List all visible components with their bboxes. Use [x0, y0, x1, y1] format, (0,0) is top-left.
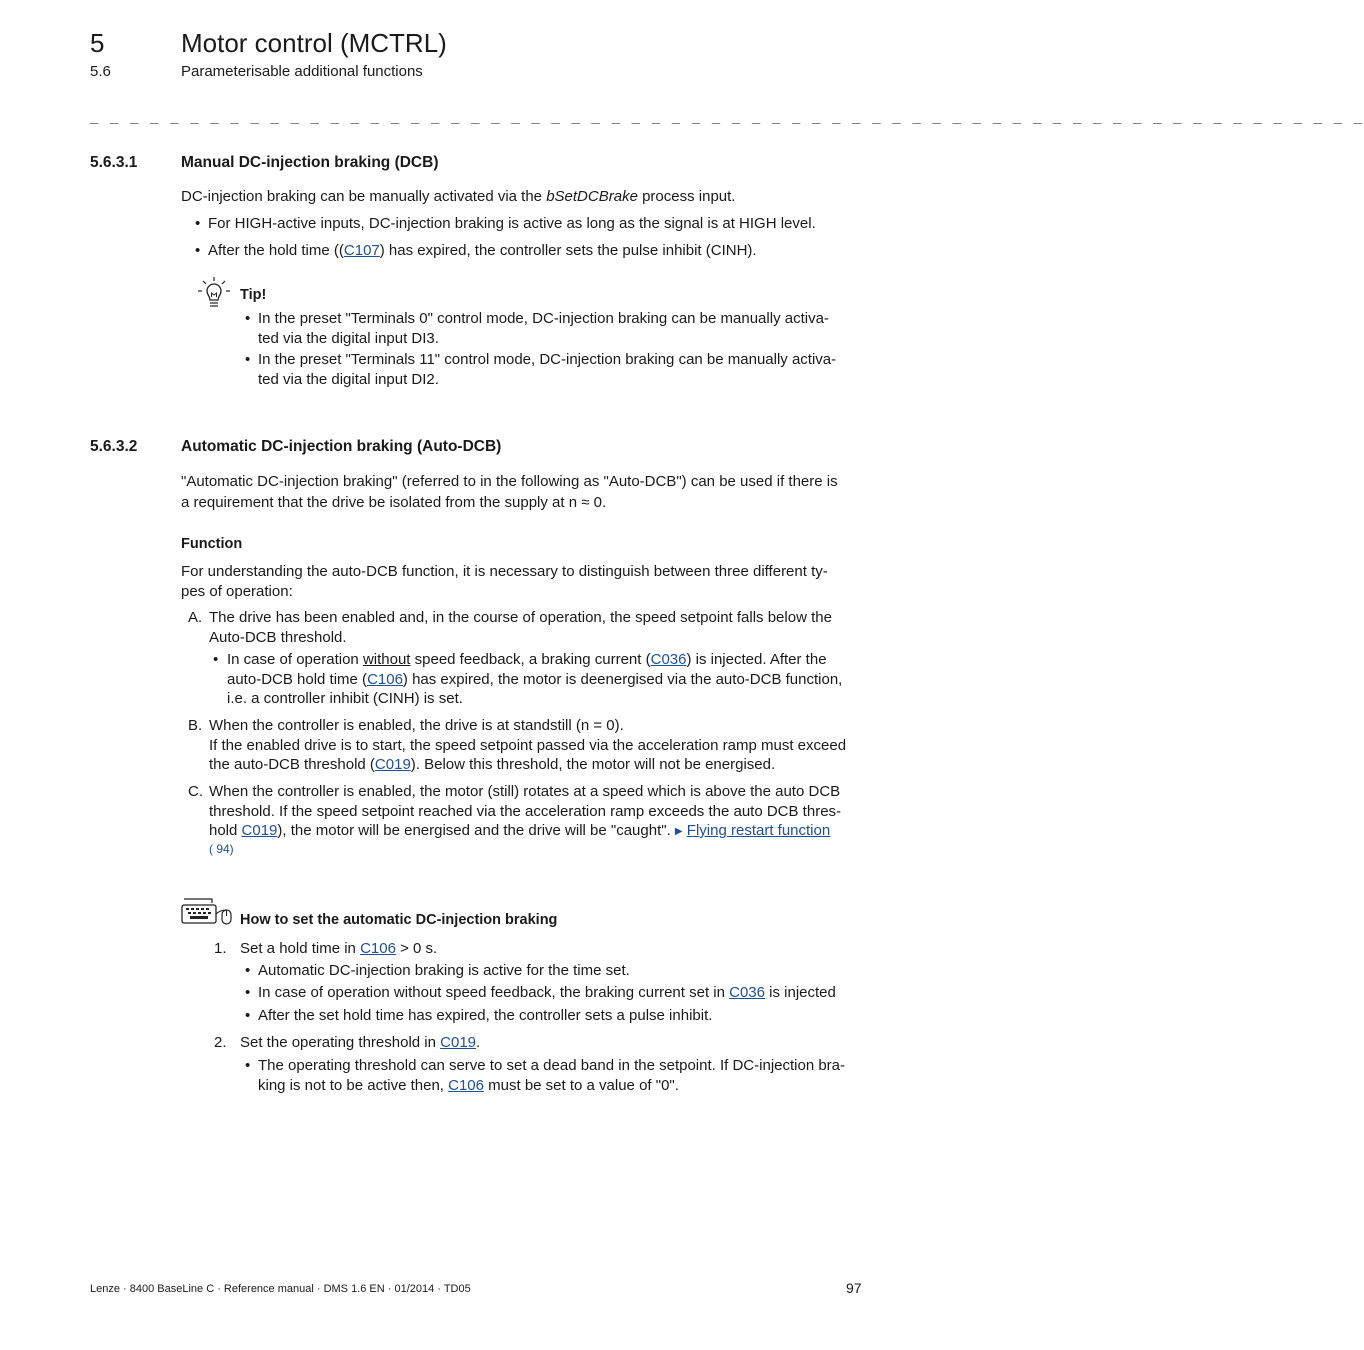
item-a-line-1: The drive has been enabled and, in the course of operation, the speed setpoint falls below the	[209, 609, 832, 626]
item-a-sub-bullet	[213, 650, 873, 710]
step-2-a: Set the operating threshold in	[240, 1034, 441, 1051]
item-c-line-2: threshold. If the speed setpoint reached via the acceleration ramp exceeds the auto DCB thres-	[209, 802, 842, 820]
tip-bullet-1-text	[258, 309, 829, 348]
step-1-bullet-2-b: is injected	[764, 984, 836, 1001]
tip-2-line-1: In the preset "Terminals 11" control mode, DC-injection braking can be manually activa-	[258, 351, 837, 368]
s1-bullet-1-text: For HIGH-active inputs, DC-injection braking is active as long as the signal is at HIGH level.	[208, 215, 816, 232]
item-b-letter: B.	[188, 717, 203, 734]
item-a-sub-l2b: ) has expired, the motor is deenergised via the auto-DCB function,	[402, 670, 843, 688]
tip-bullet-1	[245, 309, 875, 349]
step-1-bullet-1	[245, 961, 875, 981]
item-a-sub-l3: i.e. a controller inhibit (CINH) is set.	[227, 690, 463, 707]
item-c-text	[209, 782, 841, 842]
step-1-bullet-3	[245, 1006, 875, 1026]
bullet-dot: •	[245, 1057, 251, 1074]
step-2-bullet-line-2a: king is not to be active then,	[258, 1076, 449, 1094]
step-1-number: 1.	[214, 940, 227, 957]
item-a-sub-c: ) is injected. After the	[686, 651, 827, 668]
lightbulb-tip-icon	[196, 276, 232, 310]
s1-intro-text-b: process input.	[637, 188, 736, 205]
item-b-line-1: When the controller is enabled, the drive is at standstill (n = 0).	[209, 717, 624, 734]
step-2-b: .	[476, 1034, 481, 1051]
bullet-dot: •	[245, 984, 251, 1001]
chapter-number: 5	[90, 28, 105, 58]
s1-bullet-2	[195, 241, 875, 261]
step-2-bullet-line-1: The operating threshold can serve to set a dead band in the setpoint. If DC-injection bra-	[258, 1057, 846, 1074]
bullet-dot: •	[245, 1007, 251, 1024]
tip-bullet-2-text	[258, 350, 836, 389]
tip-bullet-2	[245, 350, 875, 390]
page-reference[interactable]: ( 94)	[209, 842, 234, 856]
func-line-1: For understanding the auto-DCB function, it is necessary to distinguish between three different ty-	[181, 563, 828, 580]
s1-intro-italic: bSetDCBrake	[546, 188, 638, 205]
tip-label: Tip!	[240, 287, 267, 303]
step-1-bullet-2-text	[258, 983, 836, 1003]
item-c-line-1: When the controller is enabled, the motor (still) rotates at a speed which is above the auto DCB	[209, 783, 841, 800]
s2-intro	[181, 471, 865, 513]
step-1-bullet-2-a: In case of operation without speed feedback, the braking current set in	[258, 984, 730, 1001]
item-b-text	[209, 716, 846, 775]
item-c-line-3b: ), the motor will be energised and the drive will be "caught".	[277, 822, 675, 839]
item-b-line-3b: ). Below this threshold, the motor will not be energised.	[410, 756, 776, 773]
item-c-line-3a: hold	[209, 822, 242, 839]
bullet-dot: •	[195, 215, 201, 232]
bullet-dot: •	[245, 310, 251, 327]
header-separator: _ _ _ _ _ _ _ _ _ _ _ _ _ _ _ _ _ _ _ _ _ _ _ _ _ _ _ _ _ _ _ _ _ _ _ _ _ _ _ _ _ _ _ _ _ _ _ _ _ _ _ _ _ _ _ _ _ _ _ _ _ _ _ _	[90, 108, 1364, 124]
item-b-line-2: If the enabled drive is to start, the speed setpoint passed via the acceleration ramp must exceed	[209, 736, 847, 754]
link-c036[interactable]: C036	[650, 651, 687, 668]
item-a-sub-l2a: auto-DCB hold time (	[227, 670, 368, 688]
step-1-text	[240, 939, 437, 959]
s1-bullet-2-text	[208, 241, 757, 261]
bullet-dot: •	[245, 962, 251, 979]
item-a-sub-text	[227, 650, 842, 709]
bullet-dot: •	[195, 242, 201, 259]
bullet-dot: •	[213, 651, 219, 668]
step-1-bullet-3-text: After the set hold time has expired, the controller sets a pulse inhibit.	[258, 1007, 713, 1024]
item-a-sub-a: In case of operation	[227, 651, 363, 668]
link-c107[interactable]: C107	[343, 242, 380, 259]
item-a-line-2: Auto-DCB threshold.	[209, 628, 347, 646]
howto-title: How to set the automatic DC-injection braking	[240, 912, 558, 928]
link-c019[interactable]: C019	[374, 756, 411, 773]
s2-intro-line-1: "Automatic DC-injection braking" (referred to in the following as "Auto-DCB") can be used if there is	[181, 473, 838, 490]
step-2-text	[240, 1033, 480, 1053]
bullet-dot: •	[245, 351, 251, 368]
section-number: 5.6	[90, 63, 111, 80]
subsection-number-2: 5.6.3.2	[90, 438, 138, 455]
link-c106[interactable]: C106	[367, 670, 403, 688]
item-a-sub-b: speed feedback, a braking current (	[410, 651, 651, 668]
step-1-b: > 0 s.	[395, 940, 438, 957]
link-c019[interactable]: C019	[440, 1034, 476, 1051]
tip-2-line-2: ted via the digital input DI2.	[258, 370, 439, 388]
s1-intro	[181, 187, 865, 207]
subsection-number-1: 5.6.3.1	[90, 154, 138, 171]
item-c-letter: C.	[188, 783, 203, 800]
item-b-line-3a: the auto-DCB threshold (	[209, 756, 375, 773]
tip-1-line-2: ted via the digital input DI3.	[258, 329, 439, 347]
s1-bullet-2-b: ) has expired, the controller sets the pulse inhibit (CINH).	[379, 242, 757, 259]
footer-text: Lenze · 8400 BaseLine C · Reference manual · DMS 1.6 EN · 01/2014 · TD05	[90, 1283, 471, 1295]
s1-bullet-1	[195, 214, 875, 234]
link-c106[interactable]: C106	[448, 1076, 484, 1094]
step-1-bullet-1-text: Automatic DC-injection braking is active for the time set.	[258, 962, 630, 979]
function-intro	[181, 562, 865, 601]
item-a-sub-underline: without	[362, 651, 411, 668]
subsection-title-2: Automatic DC-injection braking (Auto-DCB)	[181, 438, 502, 455]
s1-intro-text-a: DC-injection braking can be manually activated via the	[181, 188, 547, 205]
step-1-bullet-2	[245, 983, 875, 1003]
tip-1-line-1: In the preset "Terminals 0" control mode, DC-injection braking can be manually activa-	[258, 310, 829, 327]
subsection-title-1: Manual DC-injection braking (DCB)	[181, 154, 439, 171]
link-c019[interactable]: C019	[241, 822, 278, 839]
function-heading: Function	[181, 536, 243, 552]
link-c106[interactable]: C106	[360, 940, 396, 957]
section-title: Parameterisable additional functions	[181, 63, 423, 80]
s1-bullet-2-a: After the hold time ((	[208, 242, 344, 259]
item-a-letter: A.	[188, 609, 203, 626]
triangle-right-icon: ▶	[674, 826, 683, 837]
item-a-text	[209, 608, 832, 647]
step-2-bullet-1-text	[258, 1056, 845, 1095]
link-flying-restart[interactable]: Flying restart function	[686, 822, 831, 839]
step-1-a: Set a hold time in	[240, 940, 361, 957]
func-line-2: pes of operation:	[181, 582, 293, 600]
page-number: 97	[846, 1280, 862, 1296]
chapter-title: Motor control (MCTRL)	[181, 28, 447, 58]
step-2-bullet-1	[245, 1056, 875, 1096]
s2-intro-line-2: a requirement that the drive be isolated from the supply at n ≈ 0.	[181, 494, 607, 511]
step-2-bullet-line-2b: must be set to a value of "0".	[483, 1076, 679, 1094]
step-2-number: 2.	[214, 1034, 227, 1051]
link-c036[interactable]: C036	[729, 984, 765, 1001]
keyboard-mouse-icon	[180, 897, 234, 927]
